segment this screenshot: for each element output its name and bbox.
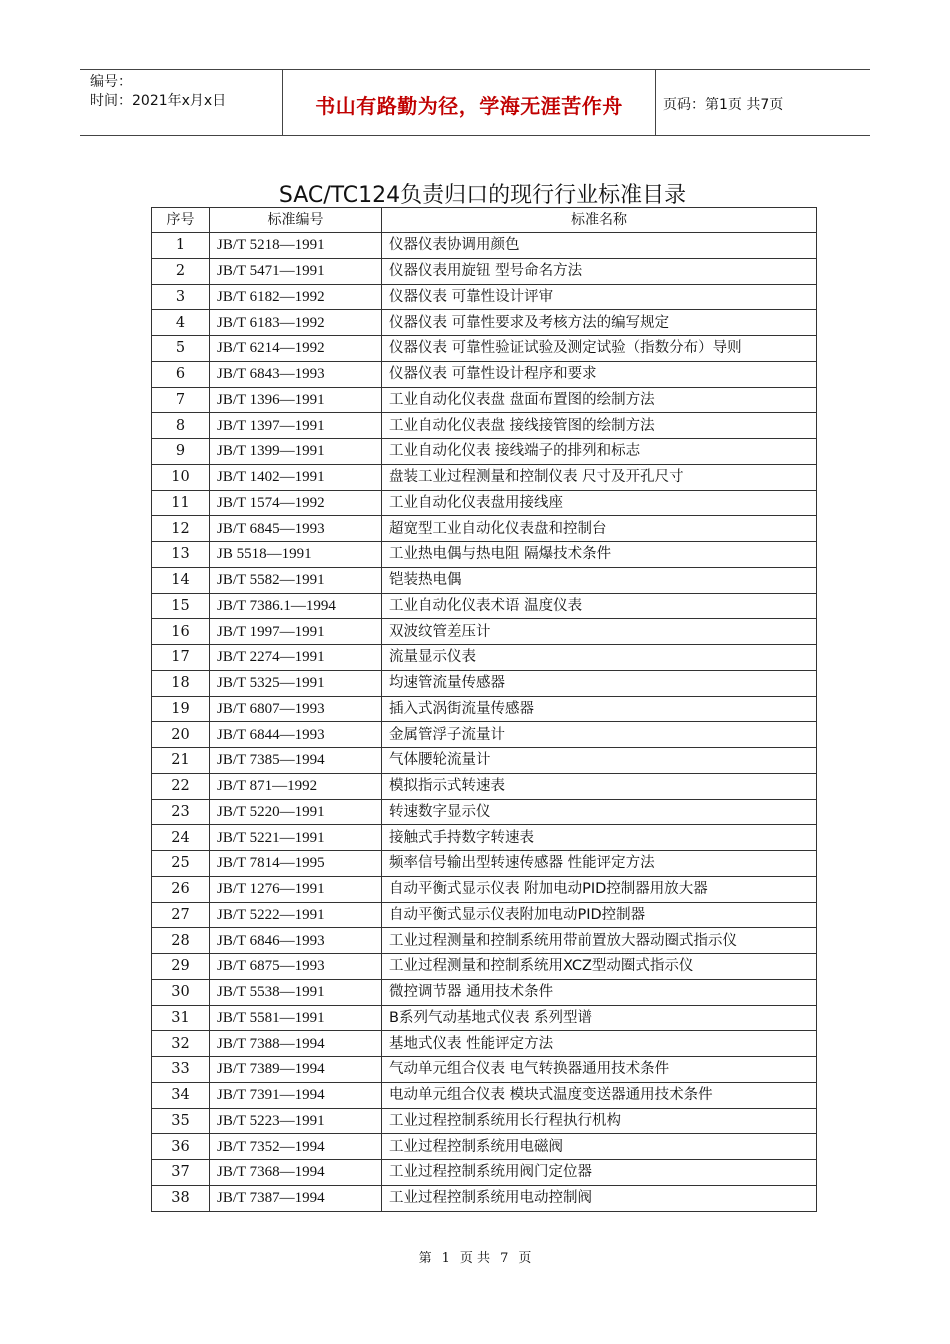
- row-index: 31: [152, 1005, 210, 1031]
- standard-name: 铠装热电偶: [382, 567, 817, 593]
- table-row: [152, 1031, 817, 1057]
- standard-name: 模拟指示式转速表: [382, 773, 817, 799]
- column-header-name: 标准名称: [382, 208, 817, 233]
- standard-code: JB/T 6807—1993: [210, 696, 382, 722]
- table-row: [152, 1082, 817, 1108]
- row-index: 7: [152, 387, 210, 413]
- row-index: 17: [152, 645, 210, 671]
- row-index: 33: [152, 1057, 210, 1083]
- standard-code: JB/T 5582—1991: [210, 567, 382, 593]
- table-row: [152, 1185, 817, 1211]
- standard-name: 气体腰轮流量计: [382, 748, 817, 774]
- row-index: 2: [152, 258, 210, 284]
- table-row: [152, 413, 817, 439]
- table-row: [152, 336, 817, 362]
- footer-mid: 页 共: [459, 1251, 491, 1266]
- standard-name: 仪器仪表 可靠性要求及考核方法的编写规定: [382, 310, 817, 336]
- row-index: 15: [152, 593, 210, 619]
- header-divider-right: [655, 69, 656, 136]
- page-title: SAC/TC124负责归口的现行行业标准目录: [278, 183, 687, 208]
- row-index: 1: [152, 233, 210, 259]
- table-row: [152, 439, 817, 465]
- row-index: 32: [152, 1031, 210, 1057]
- table-row: [152, 284, 817, 310]
- table-row: [152, 593, 817, 619]
- standard-code: JB/T 5581—1991: [210, 1005, 382, 1031]
- table-row: [152, 490, 817, 516]
- table-row: [152, 1134, 817, 1160]
- standard-name: 均速管流量传感器: [382, 670, 817, 696]
- standard-name: 工业过程控制系统用电动控制阀: [382, 1185, 817, 1211]
- row-index: 24: [152, 825, 210, 851]
- row-index: 21: [152, 748, 210, 774]
- standard-name: 工业过程测量和控制系统用XCZ型动圈式指示仪: [382, 954, 817, 980]
- standard-name: 频率信号输出型转速传感器 性能评定方法: [382, 851, 817, 877]
- table-row: [152, 1108, 817, 1134]
- standard-name: 工业过程控制系统用电磁阀: [382, 1134, 817, 1160]
- row-index: 3: [152, 284, 210, 310]
- table-row: [152, 645, 817, 671]
- table-row: [152, 387, 817, 413]
- table-header-row: [152, 208, 817, 233]
- row-index: 28: [152, 928, 210, 954]
- row-index: 35: [152, 1108, 210, 1134]
- standard-code: JB/T 1402—1991: [210, 464, 382, 490]
- table-row: [152, 825, 817, 851]
- row-index: 34: [152, 1082, 210, 1108]
- table-row: [152, 258, 817, 284]
- table-row: [152, 1005, 817, 1031]
- standard-name: 仪器仪表 可靠性验证试验及测定试验（指数分布）导则: [382, 336, 817, 362]
- standard-code: JB/T 1399—1991: [210, 439, 382, 465]
- table-row: [152, 696, 817, 722]
- standard-name: 仪器仪表 可靠性设计评审: [382, 284, 817, 310]
- standard-name: 电动单元组合仪表 模块式温度变送器通用技术条件: [382, 1082, 817, 1108]
- row-index: 4: [152, 310, 210, 336]
- row-index: 13: [152, 542, 210, 568]
- standard-code: JB/T 6182—1992: [210, 284, 382, 310]
- table-row: [152, 464, 817, 490]
- standard-code: JB/T 5325—1991: [210, 670, 382, 696]
- table-row: [152, 748, 817, 774]
- row-index: 11: [152, 490, 210, 516]
- table-row: [152, 233, 817, 259]
- standard-code: JB/T 1276—1991: [210, 876, 382, 902]
- row-index: 8: [152, 413, 210, 439]
- standard-name: 工业热电偶与热电阻 隔爆技术条件: [382, 542, 817, 568]
- standard-code: JB/T 7368—1994: [210, 1160, 382, 1186]
- table-row: [152, 979, 817, 1005]
- standard-code: JB 5518—1991: [210, 542, 382, 568]
- standard-name: 盘装工业过程测量和控制仪表 尺寸及开孔尺寸: [382, 464, 817, 490]
- row-index: 38: [152, 1185, 210, 1211]
- standard-name: 工业自动化仪表盘 接线接管图的绘制方法: [382, 413, 817, 439]
- standard-name: 工业过程控制系统用长行程执行机构: [382, 1108, 817, 1134]
- standard-name: 微控调节器 通用技术条件: [382, 979, 817, 1005]
- standard-name: B系列气动基地式仪表 系列型谱: [382, 1005, 817, 1031]
- standards-table: [151, 207, 817, 1212]
- doc-time-label: 时间：2021年x月x日: [90, 93, 227, 109]
- header-motto: 书山有路勤为径，学海无涯苦作舟: [315, 94, 623, 118]
- row-index: 36: [152, 1134, 210, 1160]
- standard-code: JB/T 6846—1993: [210, 928, 382, 954]
- standard-code: JB/T 5222—1991: [210, 902, 382, 928]
- standard-name: 自动平衡式显示仪表附加电动PID控制器: [382, 902, 817, 928]
- row-index: 10: [152, 464, 210, 490]
- row-index: 22: [152, 773, 210, 799]
- row-index: 30: [152, 979, 210, 1005]
- header-meta: [90, 73, 226, 111]
- table-row: [152, 876, 817, 902]
- standard-code: JB/T 5218—1991: [210, 233, 382, 259]
- standard-code: JB/T 7389—1994: [210, 1057, 382, 1083]
- standard-name: 气动单元组合仪表 电气转换器通用技术条件: [382, 1057, 817, 1083]
- standard-name: 仪器仪表用旋钮 型号命名方法: [382, 258, 817, 284]
- standard-name: 转速数字显示仪: [382, 799, 817, 825]
- standard-code: JB/T 1397—1991: [210, 413, 382, 439]
- standard-name: 流量显示仪表: [382, 645, 817, 671]
- table-row: [152, 670, 817, 696]
- row-index: 14: [152, 567, 210, 593]
- column-header-code: 标准编号: [210, 208, 382, 233]
- standard-code: JB/T 5223—1991: [210, 1108, 382, 1134]
- standard-name: 工业自动化仪表盘用接线座: [382, 490, 817, 516]
- row-index: 6: [152, 361, 210, 387]
- standard-name: 工业自动化仪表术语 温度仪表: [382, 593, 817, 619]
- page-footer: [0, 1247, 950, 1266]
- table-row: [152, 516, 817, 542]
- standard-code: JB/T 7387—1994: [210, 1185, 382, 1211]
- table-row: [152, 1160, 817, 1186]
- standard-name: 基地式仪表 性能评定方法: [382, 1031, 817, 1057]
- row-index: 9: [152, 439, 210, 465]
- header-page-info: 页码：第1页 共7页: [663, 97, 784, 113]
- standard-code: JB/T 7385—1994: [210, 748, 382, 774]
- row-index: 26: [152, 876, 210, 902]
- standard-name: 接触式手持数字转速表: [382, 825, 817, 851]
- row-index: 19: [152, 696, 210, 722]
- standard-code: JB/T 6845—1993: [210, 516, 382, 542]
- table-row: [152, 567, 817, 593]
- row-index: 20: [152, 722, 210, 748]
- header-top-rule: [80, 69, 870, 70]
- row-index: 37: [152, 1160, 210, 1186]
- standard-name: 金属管浮子流量计: [382, 722, 817, 748]
- standard-code: JB/T 7386.1—1994: [210, 593, 382, 619]
- standard-name: 超宽型工业自动化仪表盘和控制台: [382, 516, 817, 542]
- row-index: 27: [152, 902, 210, 928]
- doc-number-label: 编号：: [90, 74, 132, 90]
- table-row: [152, 902, 817, 928]
- column-header-index: 序号: [152, 208, 210, 233]
- standard-name: 工业自动化仪表 接线端子的排列和标志: [382, 439, 817, 465]
- footer-suffix: 页: [518, 1251, 532, 1266]
- table-row: [152, 928, 817, 954]
- standard-code: JB/T 1574—1992: [210, 490, 382, 516]
- standard-code: JB/T 5221—1991: [210, 825, 382, 851]
- standard-name: 工业自动化仪表盘 盘面布置图的绘制方法: [382, 387, 817, 413]
- row-index: 29: [152, 954, 210, 980]
- standard-code: JB/T 871—1992: [210, 773, 382, 799]
- table-row: [152, 799, 817, 825]
- table-row: [152, 310, 817, 336]
- footer-prefix: 第: [418, 1251, 432, 1266]
- standard-code: JB/T 7814—1995: [210, 851, 382, 877]
- table-row: [152, 722, 817, 748]
- row-index: 16: [152, 619, 210, 645]
- table-row: [152, 1057, 817, 1083]
- table-row: [152, 542, 817, 568]
- standard-name: 工业过程控制系统用阀门定位器: [382, 1160, 817, 1186]
- standard-name: 仪器仪表 可靠性设计程序和要求: [382, 361, 817, 387]
- row-index: 12: [152, 516, 210, 542]
- standard-code: JB/T 6843—1993: [210, 361, 382, 387]
- row-index: 18: [152, 670, 210, 696]
- table-row: [152, 619, 817, 645]
- standard-code: JB/T 7388—1994: [210, 1031, 382, 1057]
- standard-name: 仪器仪表协调用颜色: [382, 233, 817, 259]
- footer-page: 1: [441, 1251, 450, 1266]
- standard-code: JB/T 6844—1993: [210, 722, 382, 748]
- standard-name: 双波纹管差压计: [382, 619, 817, 645]
- row-index: 25: [152, 851, 210, 877]
- standard-code: JB/T 5538—1991: [210, 979, 382, 1005]
- standard-code: JB/T 1997—1991: [210, 619, 382, 645]
- footer-total: 7: [500, 1251, 509, 1266]
- standard-code: JB/T 7391—1994: [210, 1082, 382, 1108]
- standard-code: JB/T 5220—1991: [210, 799, 382, 825]
- table-row: [152, 773, 817, 799]
- table-row: [152, 954, 817, 980]
- standard-code: JB/T 6214—1992: [210, 336, 382, 362]
- header-bottom-rule: [80, 135, 870, 136]
- row-index: 23: [152, 799, 210, 825]
- standard-code: JB/T 5471—1991: [210, 258, 382, 284]
- header-divider-left: [282, 69, 283, 136]
- standard-name: 自动平衡式显示仪表 附加电动PID控制器用放大器: [382, 876, 817, 902]
- standard-code: JB/T 6183—1992: [210, 310, 382, 336]
- standard-name: 工业过程测量和控制系统用带前置放大器动圈式指示仪: [382, 928, 817, 954]
- table-row: [152, 851, 817, 877]
- standard-code: JB/T 1396—1991: [210, 387, 382, 413]
- standard-name: 插入式涡街流量传感器: [382, 696, 817, 722]
- table-row: [152, 361, 817, 387]
- standard-code: JB/T 2274—1991: [210, 645, 382, 671]
- standard-code: JB/T 6875—1993: [210, 954, 382, 980]
- row-index: 5: [152, 336, 210, 362]
- standard-code: JB/T 7352—1994: [210, 1134, 382, 1160]
